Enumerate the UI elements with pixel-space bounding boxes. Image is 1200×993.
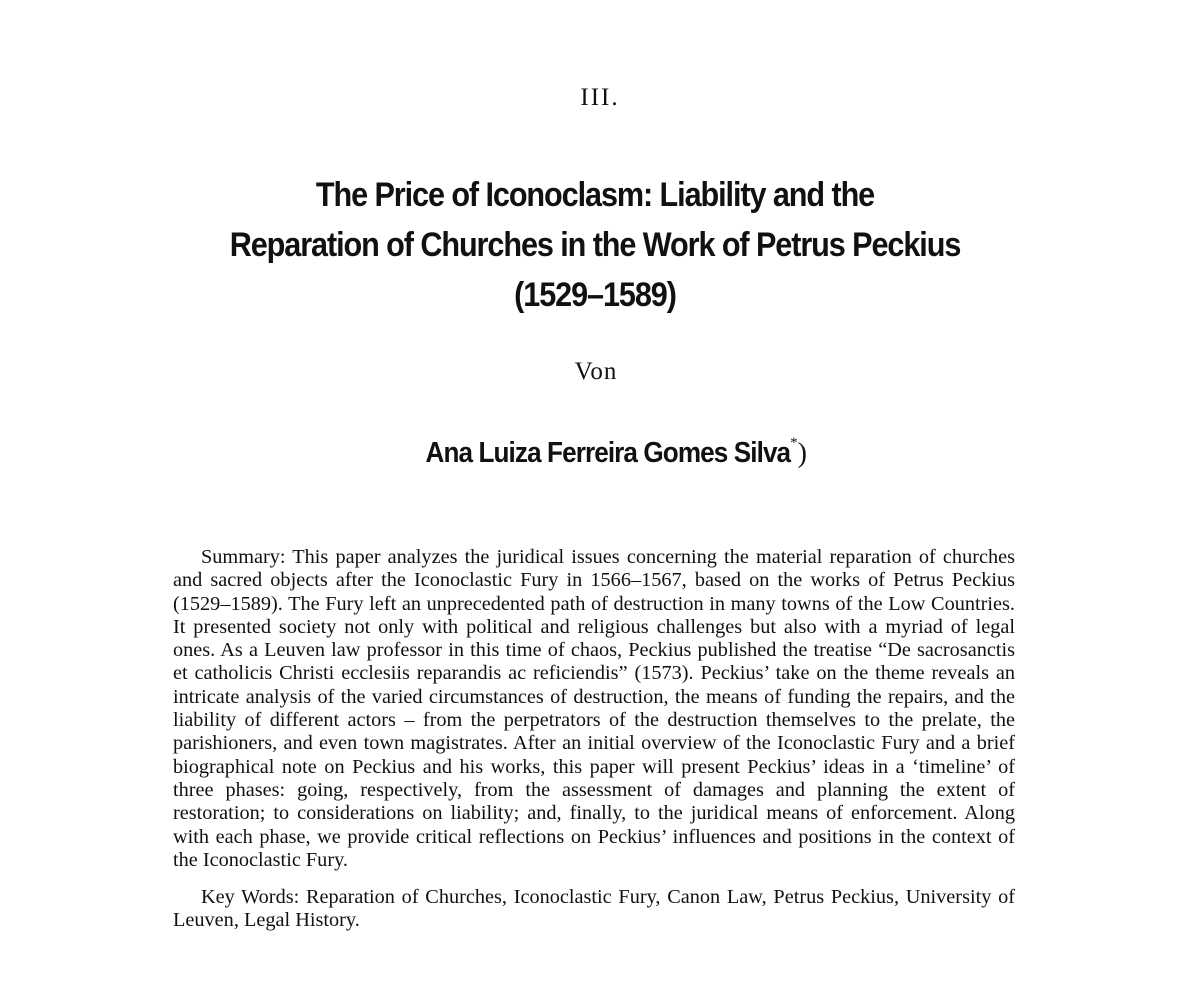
title-line-1: The Price of Iconoclasm: Liability and the bbox=[315, 176, 875, 214]
keywords-paragraph: Key Words: Reparation of Churches, Iconoclastic Fury, Canon Law, Petrus Peckius, University of Leuven, Legal History. bbox=[173, 886, 1015, 932]
paper-title bbox=[195, 170, 996, 320]
title-line-3: (1529–1589) bbox=[514, 276, 676, 314]
summary-paragraph: Summary: This paper analyzes the juridical issues concerning the material reparation of churches and sacred objects after the Iconoclastic Fury in 1566–1567, based on the works of Petrus Peckius (1529–1589). The Fury left an unprecedented path of destruction in many towns of the Low Countries. It presented society not only with political and religious challenges but also with a myriad of legal ones. As a Leuven law professor in this time of chaos, Peckius published the treatise “De sacrosanctis et catholicis Christi ecclesiis reparandis ac reficiendis” (1573). Peckius’ take on the theme reveals an intricate analysis of the varied circumstances of destruction, the means of funding the repairs, and the liability of different actors – from the perpetrators of the destruction themselves to the prelate, the parishioners, and even town magistrates. After an initial overview of the Iconoclastic Fury and a brief biographical note on Peckius and his works, this paper will present Peckius’ ideas in a ‘timeline’ of three phases: going, respectively, from the assessment of damages and planning the extent of restoration; to considerations on liability; and, finally, to the juridical means of enforcement. Along with each phase, we provide critical reflections on Peckius’ influences and positions in the context of the Iconoclastic Fury. bbox=[173, 546, 1015, 871]
footnote-marker[interactable]: * bbox=[790, 435, 798, 452]
title-line-2: Reparation of Churches in the Work of Petrus Peckius bbox=[229, 226, 961, 264]
footnote-paren: ) bbox=[797, 438, 807, 469]
abstract-section bbox=[173, 546, 1015, 933]
chapter-number: III. bbox=[580, 84, 620, 111]
byline-prefix: Von bbox=[574, 358, 618, 385]
author-line bbox=[0, 437, 1192, 470]
author-name: Ana Luiza Ferreira Gomes Silva bbox=[425, 437, 791, 469]
